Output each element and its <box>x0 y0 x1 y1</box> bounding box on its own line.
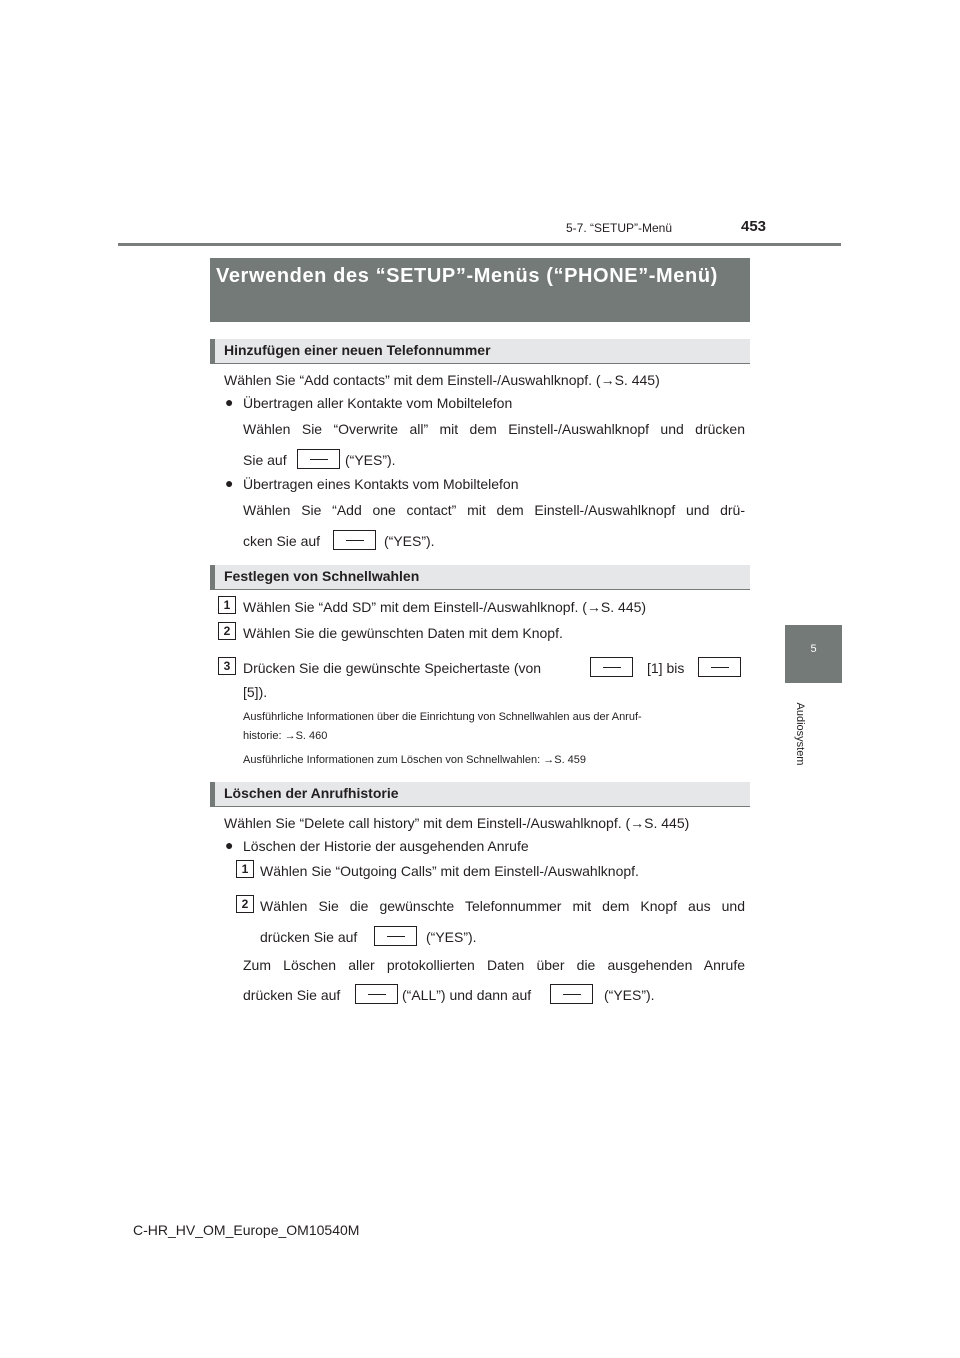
sec2-step1: Wählen Sie “Add SD” mit dem Einstell-/Auswahlknopf. (→S. 445) <box>243 599 647 615</box>
section-heading-speed-dial <box>210 565 750 589</box>
sec1-bullet1-title: Übertragen aller Kontakte vom Mobiltelefon <box>243 395 513 411</box>
section-heading-text: Löschen der Anrufhistorie <box>224 785 399 801</box>
chapter-label: Audiosystem <box>794 702 806 766</box>
sec1-bullet2-line1: Wählen Sie “Add one contact” mit dem Einstell-/Auswahlknopf und drü- <box>243 502 745 518</box>
section-heading-rule <box>210 806 750 807</box>
sec3-step2-pre: drücken Sie auf <box>260 929 358 945</box>
bullet-icon: ● <box>225 475 234 491</box>
sec2-step3-b: [1] bis <box>647 660 685 676</box>
chapter-tab-number: 5 <box>810 643 817 655</box>
step-number-1: 1 <box>218 596 236 614</box>
sec3-step2-line1: Wählen Sie die gewünschte Telefonnummer mit dem Knopf aus und <box>260 898 745 914</box>
yes-button-icon <box>297 449 340 469</box>
sec3-all-post: (“YES”). <box>604 987 655 1003</box>
sec2-note1-line2: historie: →S. 460 <box>243 730 328 742</box>
sec1-bullet2-post: (“YES”). <box>384 533 435 549</box>
section-heading-text: Festlegen von Schnellwahlen <box>224 568 420 584</box>
sec1-bullet1-post: (“YES”). <box>345 452 396 468</box>
sec1-bullet1-line1: Wählen Sie “Overwrite all” mit dem Einstell-/Auswahlknopf und drücken <box>243 421 745 437</box>
step-number-2: 2 <box>218 622 236 640</box>
section-heading-add-number <box>210 339 750 363</box>
yes-button-icon <box>550 984 593 1004</box>
sec2-step3-a: Drücken Sie die gewünschte Speichertaste (von <box>243 660 542 676</box>
yes-button-icon <box>333 530 376 550</box>
section-heading-rule <box>210 589 750 590</box>
sec2-step3-c: [5]). <box>243 684 268 700</box>
step-number-2: 2 <box>236 895 254 913</box>
header-divider <box>118 243 841 246</box>
section-heading-text: Hinzufügen einer neuen Telefonnummer <box>224 342 491 358</box>
sec3-step1: Wählen Sie “Outgoing Calls” mit dem Einstell-/Auswahlknopf. <box>260 863 639 879</box>
bullet-icon: ● <box>225 837 234 853</box>
sec2-note1-line1: Ausführliche Informationen über die Einrichtung von Schnellwahlen aus der Anruf- <box>243 711 642 723</box>
sec3-all-pre: drücken Sie auf <box>243 987 341 1003</box>
sec3-all-mid: (“ALL”) und dann auf <box>402 987 532 1003</box>
step-number-3: 3 <box>218 657 236 675</box>
section-heading-delete-history <box>210 782 750 806</box>
sec2-step2: Wählen Sie die gewünschten Daten mit dem Knopf. <box>243 625 563 641</box>
section-reference: 5-7. “SETUP”-Menü <box>566 221 673 235</box>
sec3-all-line1: Zum Löschen aller protokollierten Daten über die ausgehenden Anrufe <box>243 957 745 973</box>
sec2-note2: Ausführliche Informationen zum Löschen von Schnellwahlen: →S. 459 <box>243 754 587 766</box>
preset-button-icon <box>698 657 741 677</box>
sec1-intro: Wählen Sie “Add contacts” mit dem Einstell-/Auswahlknopf. (→S. 445) <box>224 372 660 388</box>
preset-button-icon <box>590 657 633 677</box>
sec1-bullet2-title: Übertragen eines Kontakts vom Mobiltelefon <box>243 476 519 492</box>
section-heading-rule <box>210 363 750 364</box>
sec3-bullet1-title: Löschen der Historie der ausgehenden Anrufe <box>243 838 529 854</box>
sec3-intro: Wählen Sie “Delete call history” mit dem Einstell-/Auswahlknopf. (→S. 445) <box>224 815 690 831</box>
sec1-bullet2-pre: cken Sie auf <box>243 533 321 549</box>
main-title: Verwenden des “SETUP”-Menüs (“PHONE”-Menü) <box>216 265 718 287</box>
bullet-icon: ● <box>225 394 234 410</box>
footer-code: C-HR_HV_OM_Europe_OM10540M <box>133 1222 360 1238</box>
all-button-icon <box>355 984 398 1004</box>
sec1-bullet1-pre: Sie auf <box>243 452 287 468</box>
page-number: 453 <box>741 218 767 235</box>
sec3-step2-post: (“YES”). <box>426 929 477 945</box>
step-number-1: 1 <box>236 860 254 878</box>
yes-button-icon <box>374 926 417 946</box>
